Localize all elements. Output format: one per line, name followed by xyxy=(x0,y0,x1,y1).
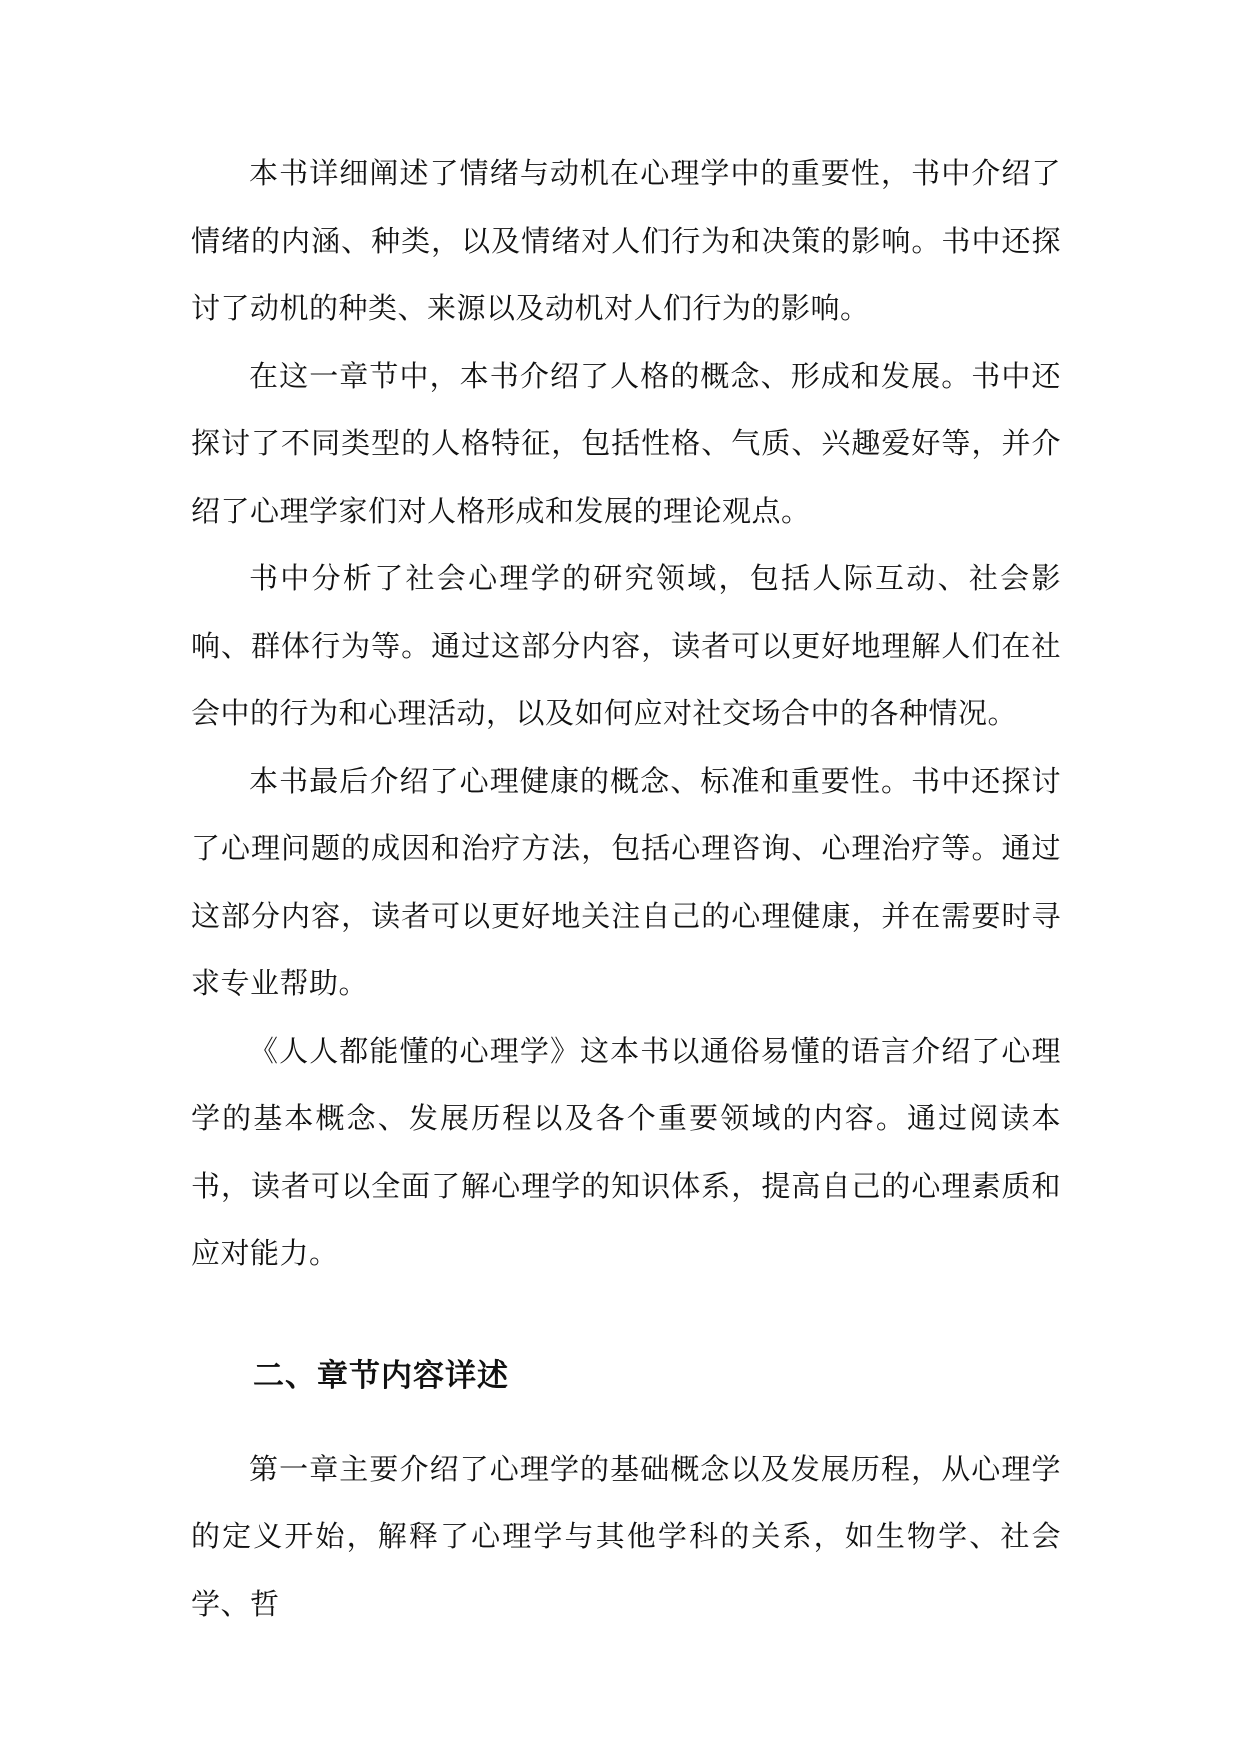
paragraph-chapter-one: 第一章主要介绍了心理学的基础概念以及发展历程，从心理学的定义开始，解释了心理学与其他学科的关系，如生物学、社会学、哲 xyxy=(191,1451,1061,1621)
document-body xyxy=(191,140,1061,1638)
paragraph-emotion-motivation: 本书详细阐述了情绪与动机在心理学中的重要性，书中介绍了情绪的内涵、种类，以及情绪对人们行为和决策的影响。书中还探讨了动机的种类、来源以及动机对人们行为的影响。 xyxy=(191,156,1061,325)
paragraph-personality: 在这一章节中，本书介绍了人格的概念、形成和发展。书中还探讨了不同类型的人格特征，包括性格、气质、兴趣爱好等，并介绍了心理学家们对人格形成和发展的理论观点。 xyxy=(191,358,1061,528)
paragraph-book-summary: 《人人都能懂的心理学》这本书以通俗易懂的语言介绍了心理学的基本概念、发展历程以及各个重要领域的内容。通过阅读本书，读者可以全面了解心理学的知识体系，提高自己的心理素质和应对能力。 xyxy=(191,1033,1061,1270)
paragraph-social-psychology: 书中分析了社会心理学的研究领域，包括人际互动、社会影响、群体行为等。通过这部分内容，读者可以更好地理解人们在社会中的行为和心理活动，以及如何应对社交场合中的各种情况。 xyxy=(191,561,1061,730)
section-heading: 二、章节内容详述 xyxy=(253,1357,509,1394)
paragraph-mental-health: 本书最后介绍了心理健康的概念、标准和重要性。书中还探讨了心理问题的成因和治疗方法，包括心理咨询、心理治疗等。通过这部分内容，读者可以更好地关注自己的心理健康，并在需要时寻求专业帮助。 xyxy=(191,763,1061,1000)
